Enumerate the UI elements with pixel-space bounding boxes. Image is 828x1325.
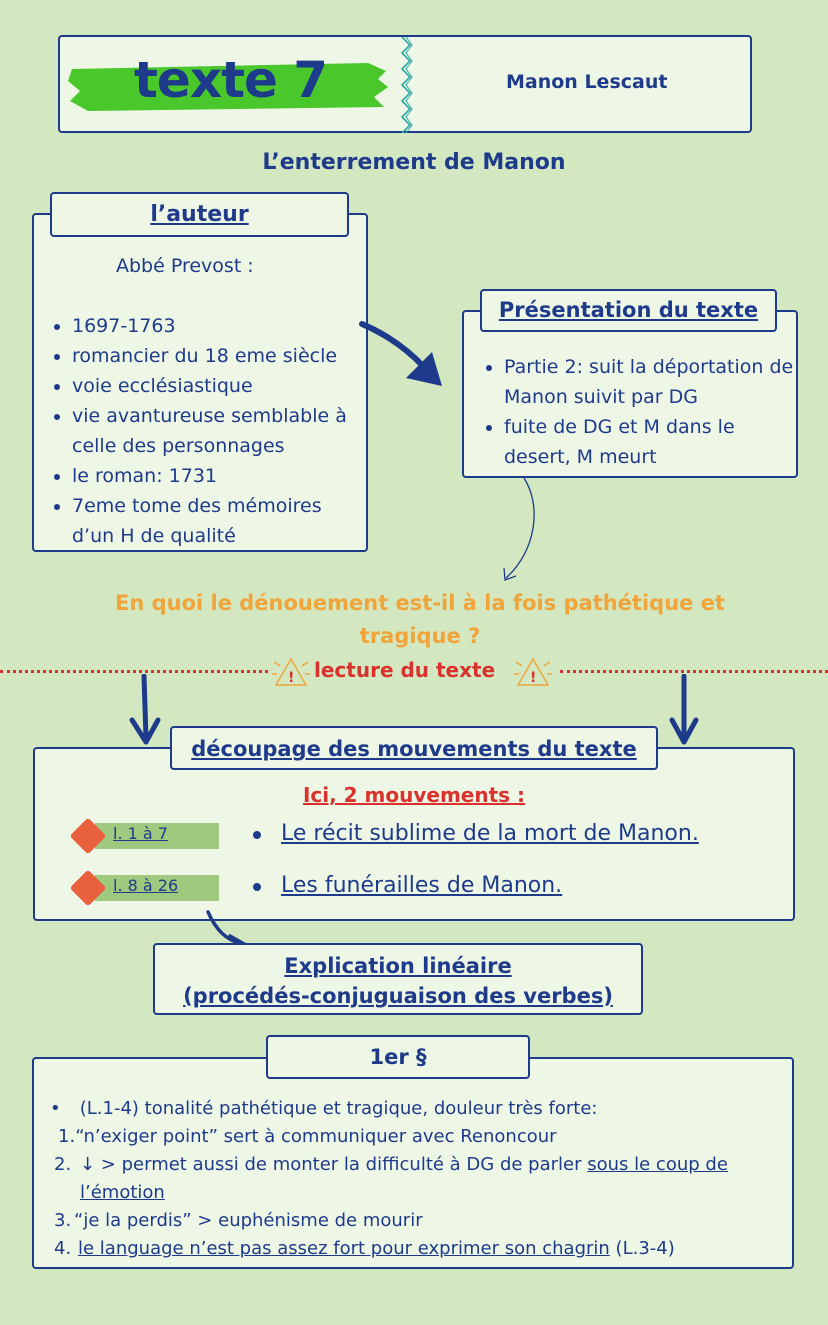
central-question: En quoi le dénouement est-il à la fois pathétique et tragique ? <box>115 591 725 648</box>
auteur-heading: l’auteur <box>150 202 249 227</box>
auteur-heading-box <box>50 192 349 237</box>
presentation-box <box>462 310 798 478</box>
thin-arrow-icon <box>496 476 546 586</box>
auteur-item: • 1697-1763 <box>72 311 364 341</box>
premier-item <box>48 1235 786 1263</box>
movement-range: l. 1 à 7 <box>113 824 168 843</box>
arrow-right-icon <box>356 316 456 392</box>
premier-content <box>48 1095 786 1263</box>
auteur-box <box>32 213 368 552</box>
bullet-dot: • <box>50 1098 61 1119</box>
warning-icon <box>514 654 552 690</box>
movement-text: Le récit sublime de la mort de Manon. <box>281 821 699 846</box>
arrow-down-icon <box>664 674 704 746</box>
warning-icon <box>272 654 310 690</box>
auteur-item: • romancier du 18 eme siècle <box>72 341 364 371</box>
bullet-dot <box>253 883 261 891</box>
premier-heading: 1er § <box>369 1045 427 1069</box>
movement-text: Les funérailles de Manon. <box>281 873 563 898</box>
arrow-down-icon <box>126 674 166 746</box>
decoupage-intro: Ici, 2 mouvements : <box>302 783 526 807</box>
premier-item-text <box>80 1151 786 1207</box>
explication-box <box>153 943 643 1015</box>
premier-item-text: “n’exiger point” sert à communiquer avec Renoncour <box>75 1126 557 1147</box>
presentation-list <box>464 352 794 472</box>
decoupage-heading: découpage des mouvements du texte <box>191 737 637 761</box>
premier-bullet-row <box>48 1095 786 1123</box>
auteur-item: • 7eme tome des mémoires d’un H de qualité <box>72 491 364 551</box>
premier-item-num: 3. <box>54 1210 72 1231</box>
presentation-heading-box <box>480 289 777 332</box>
premier-box <box>32 1057 794 1269</box>
premier-item-text-b: (L.3-4) <box>609 1238 675 1259</box>
decoupage-heading-box <box>170 726 658 770</box>
presentation-item: • fuite de DG et M dans le desert, M meurt <box>504 412 794 472</box>
premier-item <box>48 1207 786 1235</box>
auteur-item: • vie avantureuse semblable à celle des personnages <box>72 401 364 461</box>
header-box <box>58 35 752 133</box>
svg-text:!: ! <box>288 670 295 686</box>
explication-line2: (procédés-conjuguaison des verbes) <box>183 984 613 1008</box>
bullet-dot <box>253 831 261 839</box>
premier-item-text-b: sous le coup de l’émotion <box>80 1154 728 1203</box>
presentation-item: • Partie 2: suit la déportation de Manon suivit par DG <box>504 352 794 412</box>
svg-text:!: ! <box>530 670 537 686</box>
header-badge: texte 7 <box>134 51 328 109</box>
page-subtitle: L’enterrement de Manon <box>262 150 566 175</box>
movement-range: l. 8 à 26 <box>113 876 179 895</box>
auteur-list <box>34 311 364 551</box>
premier-item-text-a: ↓ > permet aussi de monter la difficulté à DG de parler <box>80 1154 588 1175</box>
premier-item-text-a: le language n’est pas assez fort pour exprimer son chagrin <box>78 1238 610 1259</box>
presentation-heading: Présentation du texte <box>498 298 759 322</box>
decoupage-box <box>33 747 795 921</box>
premier-item-num: 4. <box>54 1238 72 1259</box>
premier-bullet: (L.1-4) tonalité pathétique et tragique, douleur très forte: <box>79 1098 598 1119</box>
premier-item <box>48 1123 786 1151</box>
premier-item <box>48 1151 786 1207</box>
auteur-item: • le roman: 1731 <box>72 461 364 491</box>
explication-line1: Explication linéaire <box>284 954 512 978</box>
premier-item-num: 2. <box>54 1154 72 1175</box>
premier-heading-box <box>266 1035 530 1079</box>
dotted-divider-left <box>0 670 268 673</box>
auteur-name: Abbé Prevost : <box>116 255 254 277</box>
premier-item-text: “je la perdis” > euphénisme de mourir <box>74 1210 423 1231</box>
book-title: Manon Lescaut <box>506 71 668 93</box>
dotted-divider-right <box>560 670 828 673</box>
premier-item-num: 1. <box>58 1126 76 1147</box>
auteur-item: • voie ecclésiastique <box>72 371 364 401</box>
zigzag-divider <box>398 37 414 133</box>
lecture-label: lecture du texte <box>314 658 496 682</box>
